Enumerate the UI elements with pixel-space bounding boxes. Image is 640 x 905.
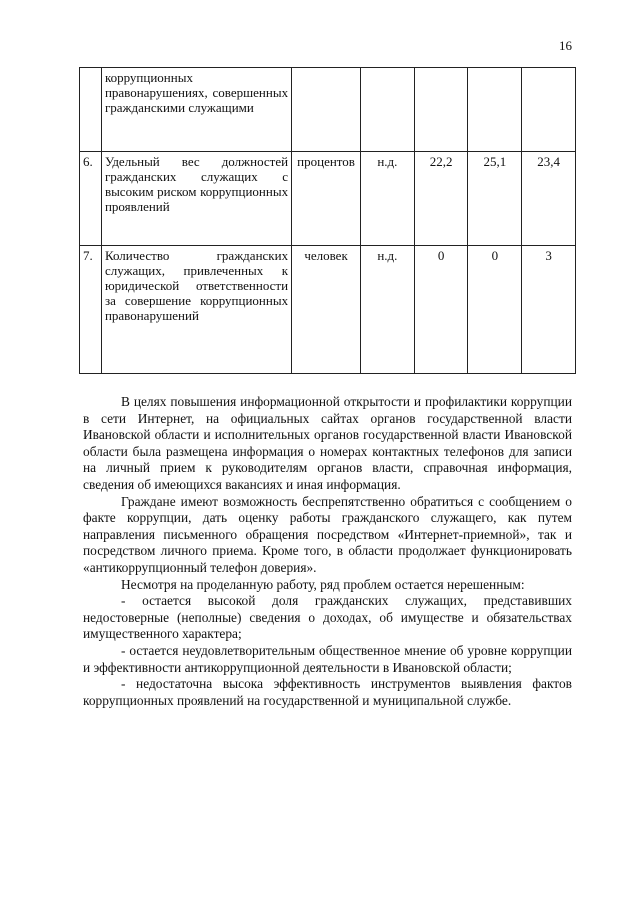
value-cell — [414, 68, 468, 152]
value-cell: 0 — [468, 246, 522, 374]
value-cell: 23,4 — [522, 152, 576, 246]
indicators-table — [79, 67, 576, 374]
value-cell — [468, 68, 522, 152]
table-row — [80, 152, 576, 246]
unit-cell: процентов — [292, 152, 361, 246]
row-number: 7. — [80, 246, 102, 374]
paragraph: В целях повышения информационной открытости и профилактики коррупции в сети Интернет, на официальных сайтах органов государственной власти Ивановской области и исполнительных органов государственной власти Ивановской области была размещена информация о номерах контактных телефонов для записи на личный прием к руководителям органов власти, справочная информация, сведения об имеющихся вакансиях и иная информация. — [83, 394, 572, 492]
paragraph: Несмотря на проделанную работу, ряд проблем остается нерешенным: — [121, 576, 525, 592]
body-text — [83, 394, 572, 709]
paragraph: Граждане имеют возможность беспрепятственно обратиться с сообщением о факте коррупции, дать оценку работы гражданского служащего, как путем направления письменного обращения посредством «Интернет-приемной», так и посредством личного приема. Кроме того, в области продолжает функционировать «антикоррупционный телефон доверия». — [83, 493, 572, 575]
problem-list-item: - остается высокой доля гражданских служащих, представивших недостоверные (неполные) сведения о доходах, об имуществе и обязательствах имущественного характера; — [83, 593, 572, 642]
indicator-name: Удельный вес должностей гражданских служащих с высоким риском коррупционных проявлений — [101, 152, 291, 246]
value-cell — [522, 68, 576, 152]
value-cell: 3 — [522, 246, 576, 374]
problem-list-item: - остается неудовлетворительным общественное мнение об уровне коррупции и эффективности антикоррупционной деятельности в Ивановской области; — [83, 642, 572, 675]
row-number — [80, 68, 102, 152]
value-cell: 0 — [414, 246, 468, 374]
indicator-name: Количество гражданских служащих, привлеченных к юридической ответственности за совершение коррупционных правонарушений — [101, 246, 291, 374]
base-value-cell: н.д. — [361, 152, 415, 246]
table-row — [80, 68, 576, 152]
page-number: 16 — [559, 38, 572, 53]
unit-cell: человек — [292, 246, 361, 374]
row-number: 6. — [80, 152, 102, 246]
base-value-cell — [361, 68, 415, 152]
problem-list-item: - недостаточна высока эффективность инструментов выявления фактов коррупционных проявлений на государственной и муниципальной службе. — [83, 676, 572, 708]
base-value-cell: н.д. — [361, 246, 415, 374]
table-row — [80, 246, 576, 374]
value-cell: 25,1 — [468, 152, 522, 246]
value-cell: 22,2 — [414, 152, 468, 246]
indicator-name: коррупционных правонарушениях, совершенных гражданскими служащими — [101, 68, 291, 152]
unit-cell — [292, 68, 361, 152]
